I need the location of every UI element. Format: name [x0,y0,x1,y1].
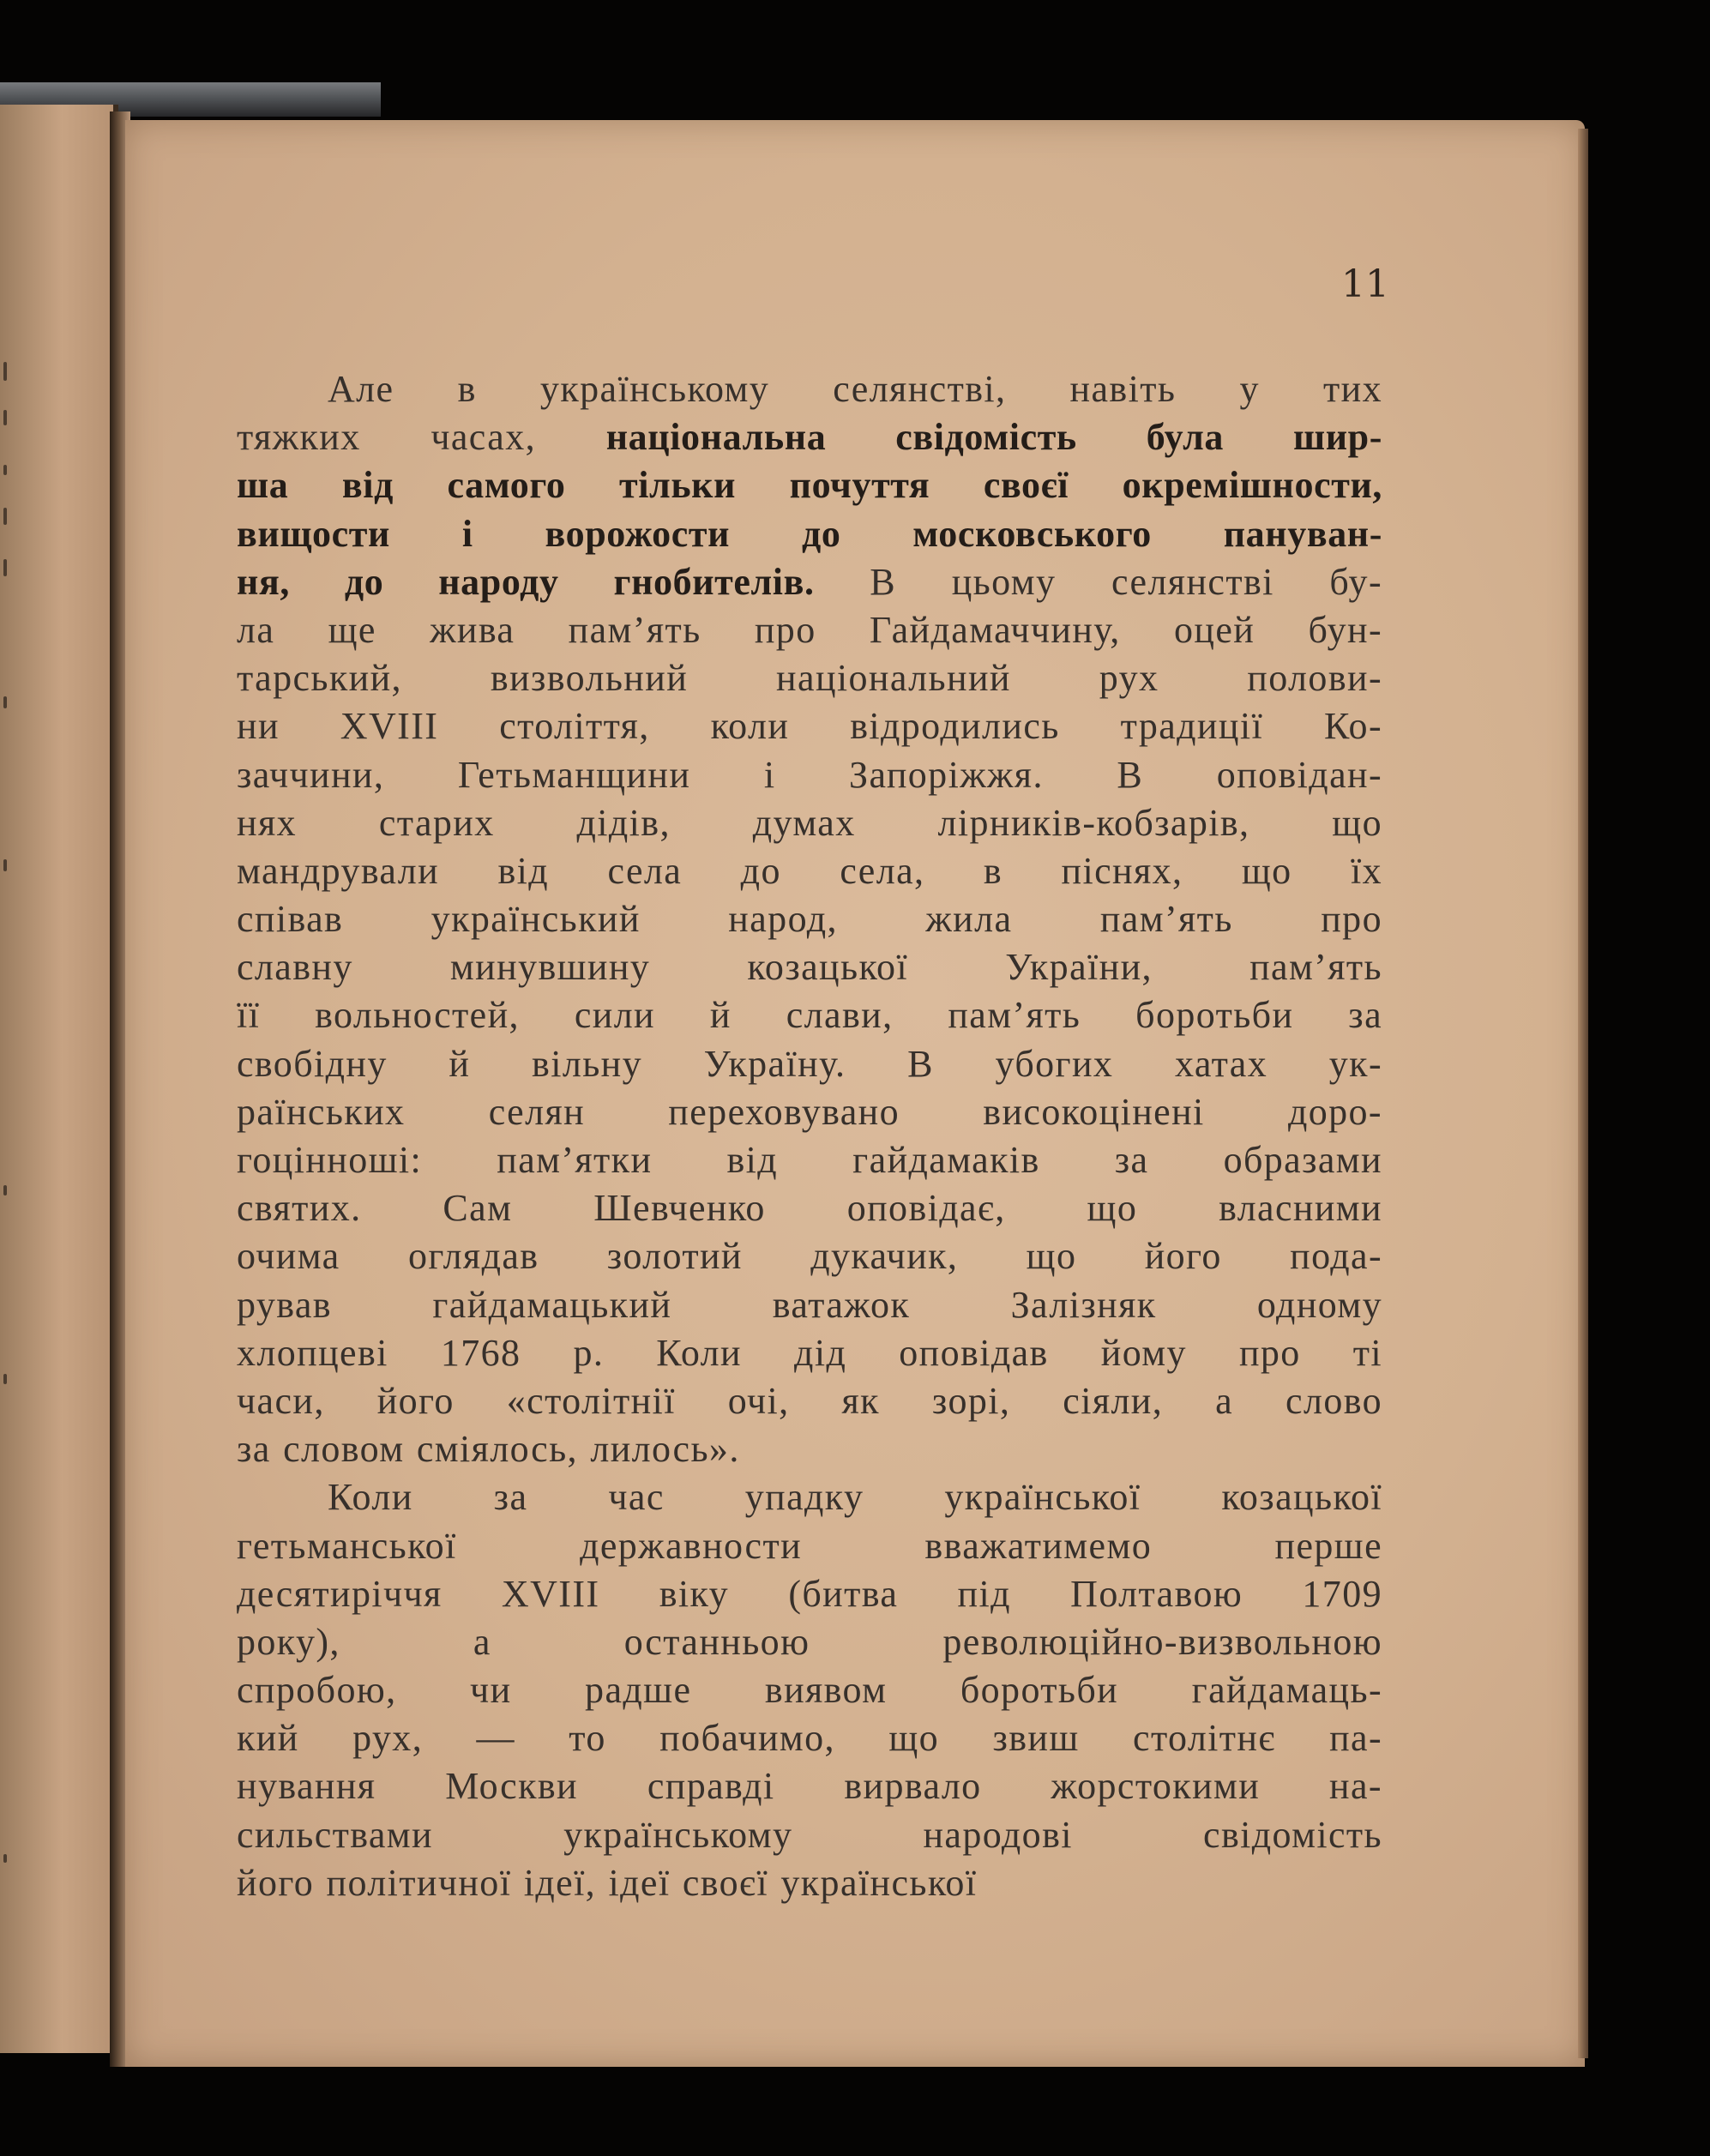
text-line [237,1281,1382,1329]
text-line [237,1088,1382,1136]
text-line [237,847,1382,895]
text-segment: заччини, Гетьманщини і Запоріжжя. В оповідан- [237,753,1382,796]
text-line [237,654,1382,702]
text-segment: гоцінноші: пам’ятки від гайдамаків за образами [237,1139,1382,1181]
text-segment: свобідну й вільну Україну. В убогих хатах ук- [237,1042,1382,1085]
text-segment: славну минувшину козацької України, пам’ять [237,946,1382,989]
text-line [237,1377,1382,1425]
text-line [237,895,1382,943]
text-line [237,1762,1382,1810]
text-line [237,1570,1382,1618]
right-page-edge [1578,129,1588,2058]
text-line [237,991,1382,1039]
text-segment: хлопцеві 1768 р. Коли дід оповідав йому про ті [237,1331,1382,1374]
text-segment: співав український народ, жила пам’ять про [237,898,1382,941]
text-line [237,799,1382,847]
text-segment: спробою, чи радше виявом боротьби гайдамаць- [237,1669,1382,1712]
text-line [237,1425,1382,1473]
text-line [237,1040,1382,1088]
text-segment: нування Москви справді вирвало жорстокими на- [237,1765,1382,1808]
text-line [237,1859,1382,1907]
bold-text-segment: ша від самого тільки почуття своєї окремішности, [237,464,1382,507]
text-line [237,702,1382,750]
text-segment: сильствами українському народові свідомість [237,1813,1382,1856]
text-segment: часи, його «столітнії очі, як зорі, сіяли, а слово [237,1379,1382,1422]
text-line [237,751,1382,799]
text-segment: святих. Сам Шевченко оповідає, що власними [237,1187,1382,1230]
text-segment: В цьому селянстві бу- [814,560,1382,603]
text-segment: рував гайдамацький ватажок Залізняк одному [237,1283,1382,1326]
text-line [237,943,1382,991]
text-line [237,1618,1382,1666]
bold-text-segment: національна свідомість була шир- [605,416,1382,459]
text-line [237,510,1382,558]
bold-text-segment: вищости і ворожости до московського пануван- [237,512,1382,555]
bold-text-segment: ня, до народу гнобителів. [237,560,815,603]
text-line [237,1714,1382,1762]
text-segment: гетьманської державности вважатимемо перше [237,1524,1382,1567]
text-segment: кий рух, — то побачимо, що звиш столітнє па- [237,1717,1382,1760]
text-segment: Коли за час упадку української козацької [328,1476,1382,1519]
text-line [237,1184,1382,1232]
text-line [237,558,1382,606]
text-segment: ни XVIII століття, коли відродились традиції Ко- [237,705,1382,748]
text-line [237,1136,1382,1184]
text-segment: ла ще жива пам’ять про Гайдамаччину, оцей бун- [237,608,1382,651]
text-segment: раїнських селян переховувано високоцінені доро- [237,1090,1382,1133]
text-segment: тяжких часах, [237,416,606,459]
text-line [237,1232,1382,1280]
text-line [237,1522,1382,1570]
text-line [237,1329,1382,1377]
text-line [237,1473,1382,1521]
paragraph [237,1473,1382,1907]
text-line [237,1666,1382,1714]
text-line [237,365,1382,413]
text-segment: мандрували від села до села, в піснях, що їх [237,849,1382,892]
text-segment: тарський, визвольний національний рух полови- [237,657,1382,700]
text-line [237,606,1382,654]
left-page-ink-marks [0,105,14,2053]
text-line [237,461,1382,509]
text-line [237,413,1382,461]
text-segment: нях старих дідів, думах лірників-кобзарів, що [237,801,1382,844]
text-segment: очима оглядав золотий дукачик, що його пода- [237,1235,1382,1278]
paragraph [237,365,1382,1473]
left-page-edge [0,105,118,2053]
text-segment: за словом сміялось, лилось». [237,1428,740,1471]
text-segment: десятиріччя XVIII віку (битва під Полтавою 1709 [237,1572,1382,1615]
text-line [237,1811,1382,1859]
page-number: 11 [1341,262,1389,306]
text-segment: року), а останньою революційно-визвольною [237,1620,1382,1663]
text-segment: Але в українському селянстві, навіть у тих [328,368,1382,410]
body-text [237,365,1382,1907]
text-segment: його політичної ідеї, ідеї своєї української [237,1861,978,1904]
text-segment: її вольностей, сили й слави, пам’ять боротьби за [237,994,1382,1037]
